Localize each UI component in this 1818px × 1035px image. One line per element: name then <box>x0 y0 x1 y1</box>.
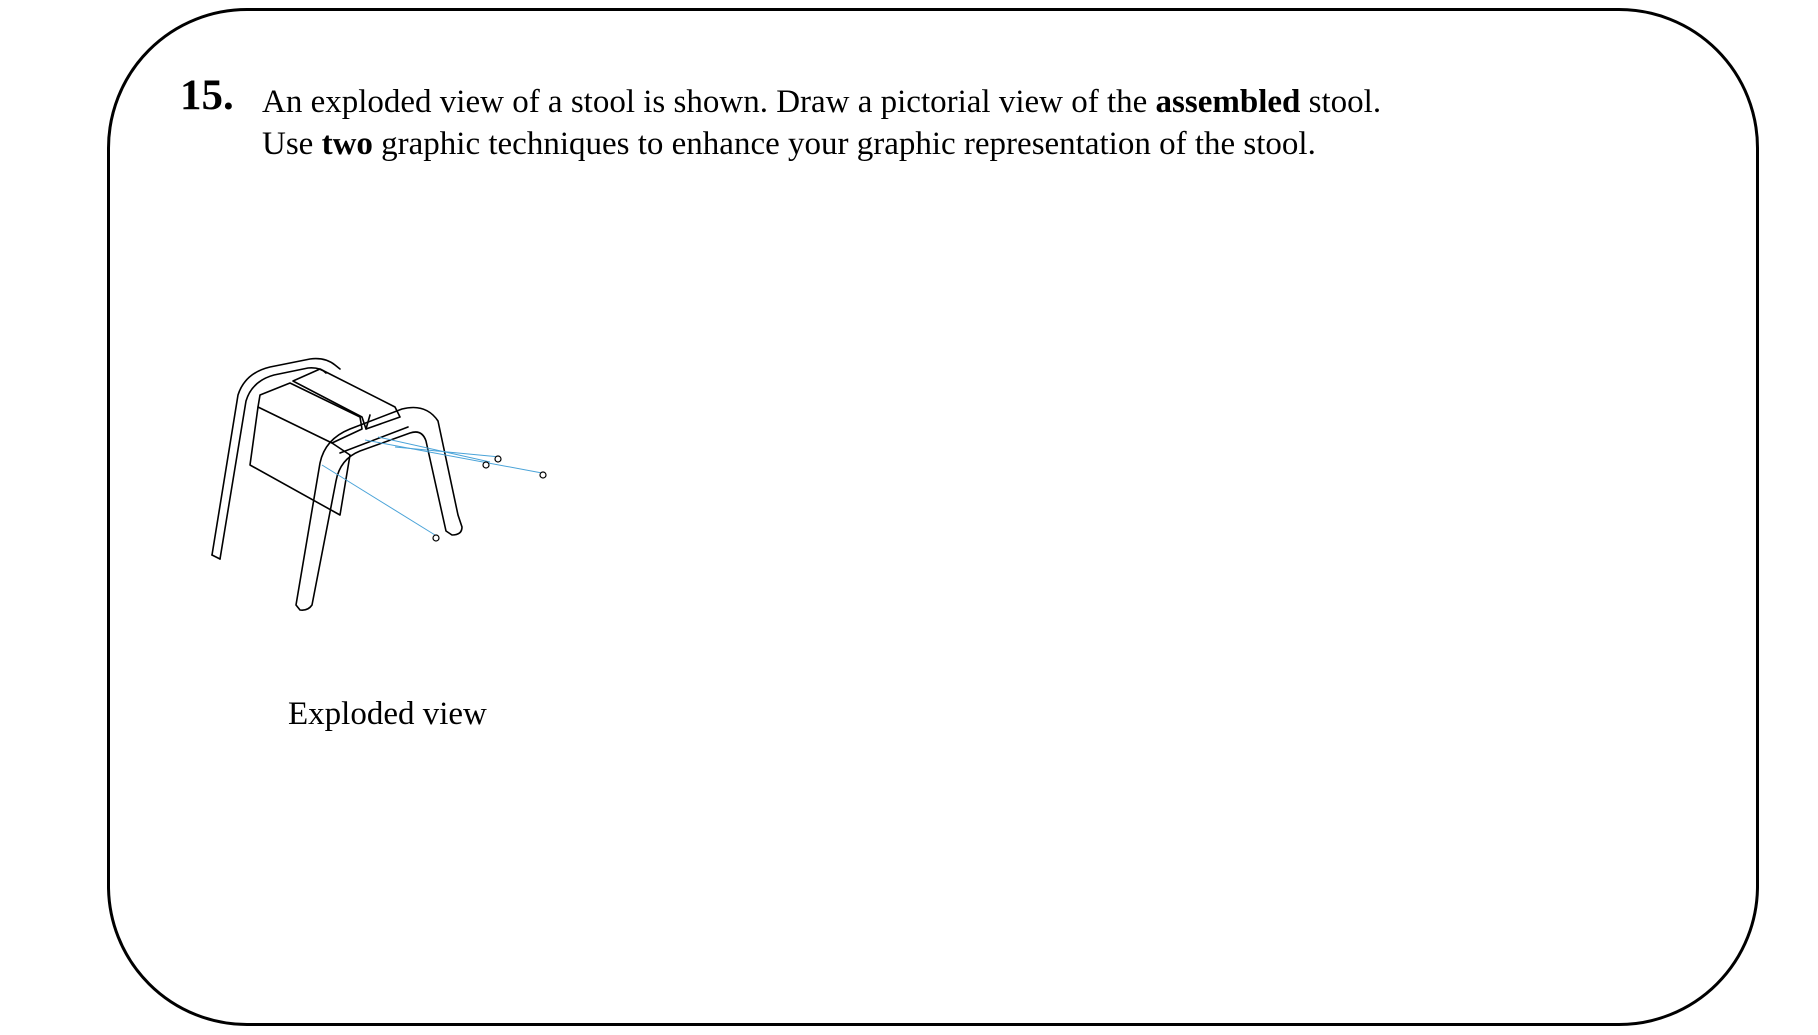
figure-caption: Exploded view <box>288 696 487 732</box>
question-text-line-2 <box>262 128 1316 161</box>
question-text-2a: Use <box>262 126 322 162</box>
question-text-line-1 <box>262 86 1381 119</box>
question-text-1a: An exploded view of a stool is shown. Draw a pictorial view of the <box>262 84 1156 120</box>
stool-seat-slat-left <box>258 383 362 443</box>
explode-lines <box>322 437 542 535</box>
screw-icons <box>433 456 546 541</box>
question-text-2-bold: two <box>321 126 373 162</box>
question-text-1-bold: assembled <box>1155 84 1301 120</box>
stool-seat-slat-right <box>293 369 400 429</box>
question-number: 15. <box>180 72 234 119</box>
stool-exploded-view-drawing <box>190 355 650 675</box>
question-text-1b: stool. <box>1300 84 1382 120</box>
question-text-2b: graphic techniques to enhance your graphic representation of the stool. <box>372 126 1316 162</box>
